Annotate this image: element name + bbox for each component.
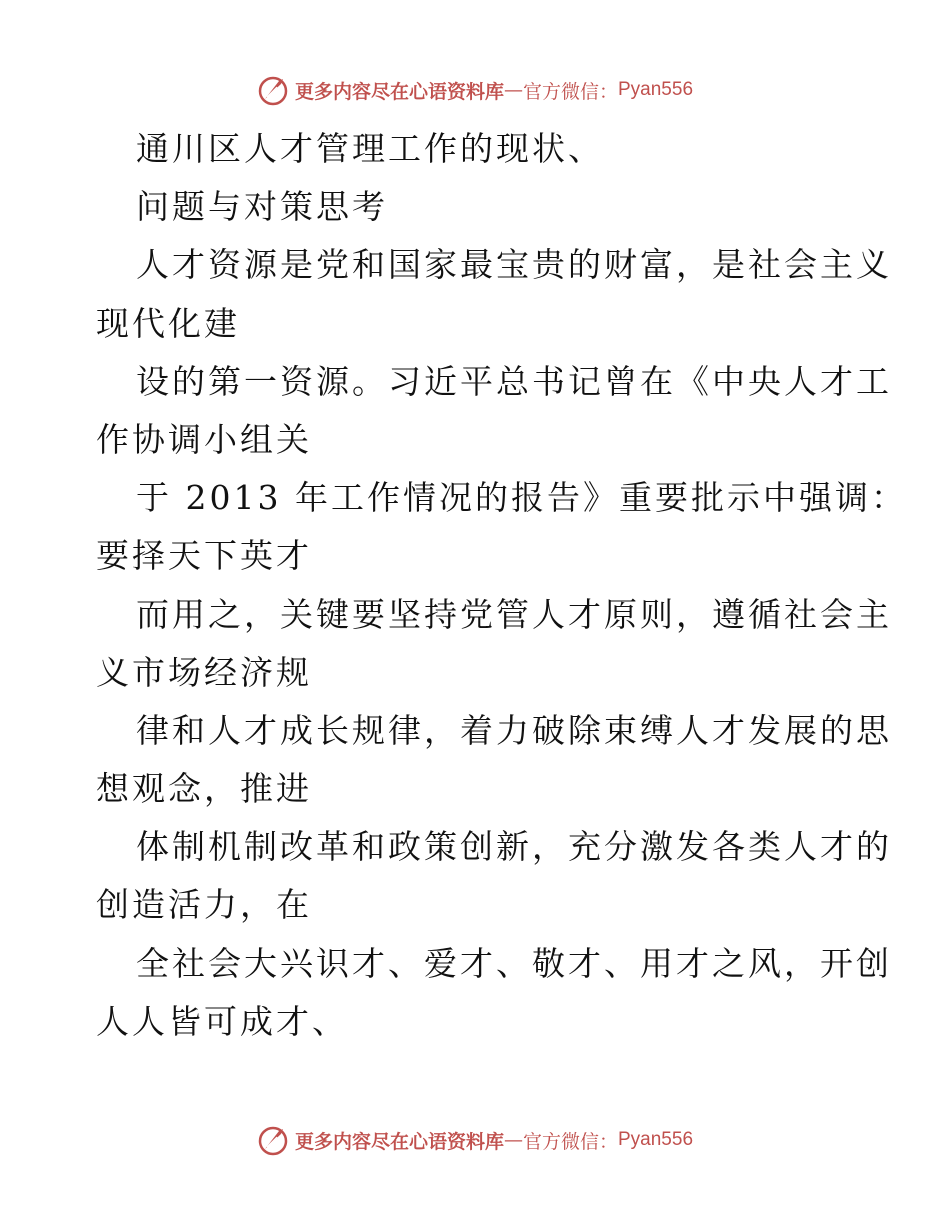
banner-wechat-id: Pyan556 [618,79,694,100]
text-line: 作协调小组关 [96,419,312,459]
text-line: 现代化建 [96,303,240,343]
quill-logo-icon [257,73,291,107]
banner-site-text: 更多内容尽在心语资料库 [294,1130,504,1153]
text-line: 义市场经济规 [96,652,312,692]
quill-logo-icon [257,1123,291,1157]
text-line: 要择天下英才 [96,536,312,576]
text-line: 设的第一资源。习近平总书记曾在《中央人才工 [136,361,892,401]
text-line: 通川区人才管理工作的现状、 [136,129,604,168]
text-line: 人才资源是党和国家最宝贵的财富，是社会主义 [136,245,892,285]
text-line: 创造活力，在 [96,885,312,925]
document-body [96,120,907,1051]
banner-wechat-id: Pyan556 [618,1129,694,1150]
text-line: 全社会大兴识才、爱才、敬才、用才之风，开创 [136,943,892,983]
text-line: 想观念，推进 [96,769,312,809]
text-line: 而用之，关键要坚持党管人才原则，遵循社会主 [136,594,892,634]
text-line: 律和人才成长规律，着力破除束缚人才发展的思 [136,710,892,750]
banner-site-text: 更多内容尽在心语资料库 [294,80,504,103]
text-line: 于 2013 年工作情况的报告》重要批示中强调： [136,478,907,518]
banner-wechat-label: 官方微信： [522,80,618,103]
text-line: 人人皆可成才、 [96,1001,348,1041]
text-line: 体制机制改革和政策创新，充分激发各类人才的 [136,827,892,867]
banner-dash: — [503,1129,523,1151]
banner-dash: — [503,79,523,101]
footer-banner [0,1120,950,1160]
banner-wechat-label: 官方微信： [522,1130,618,1153]
header-banner [0,70,950,110]
text-line: 问题与对策思考 [136,187,388,227]
